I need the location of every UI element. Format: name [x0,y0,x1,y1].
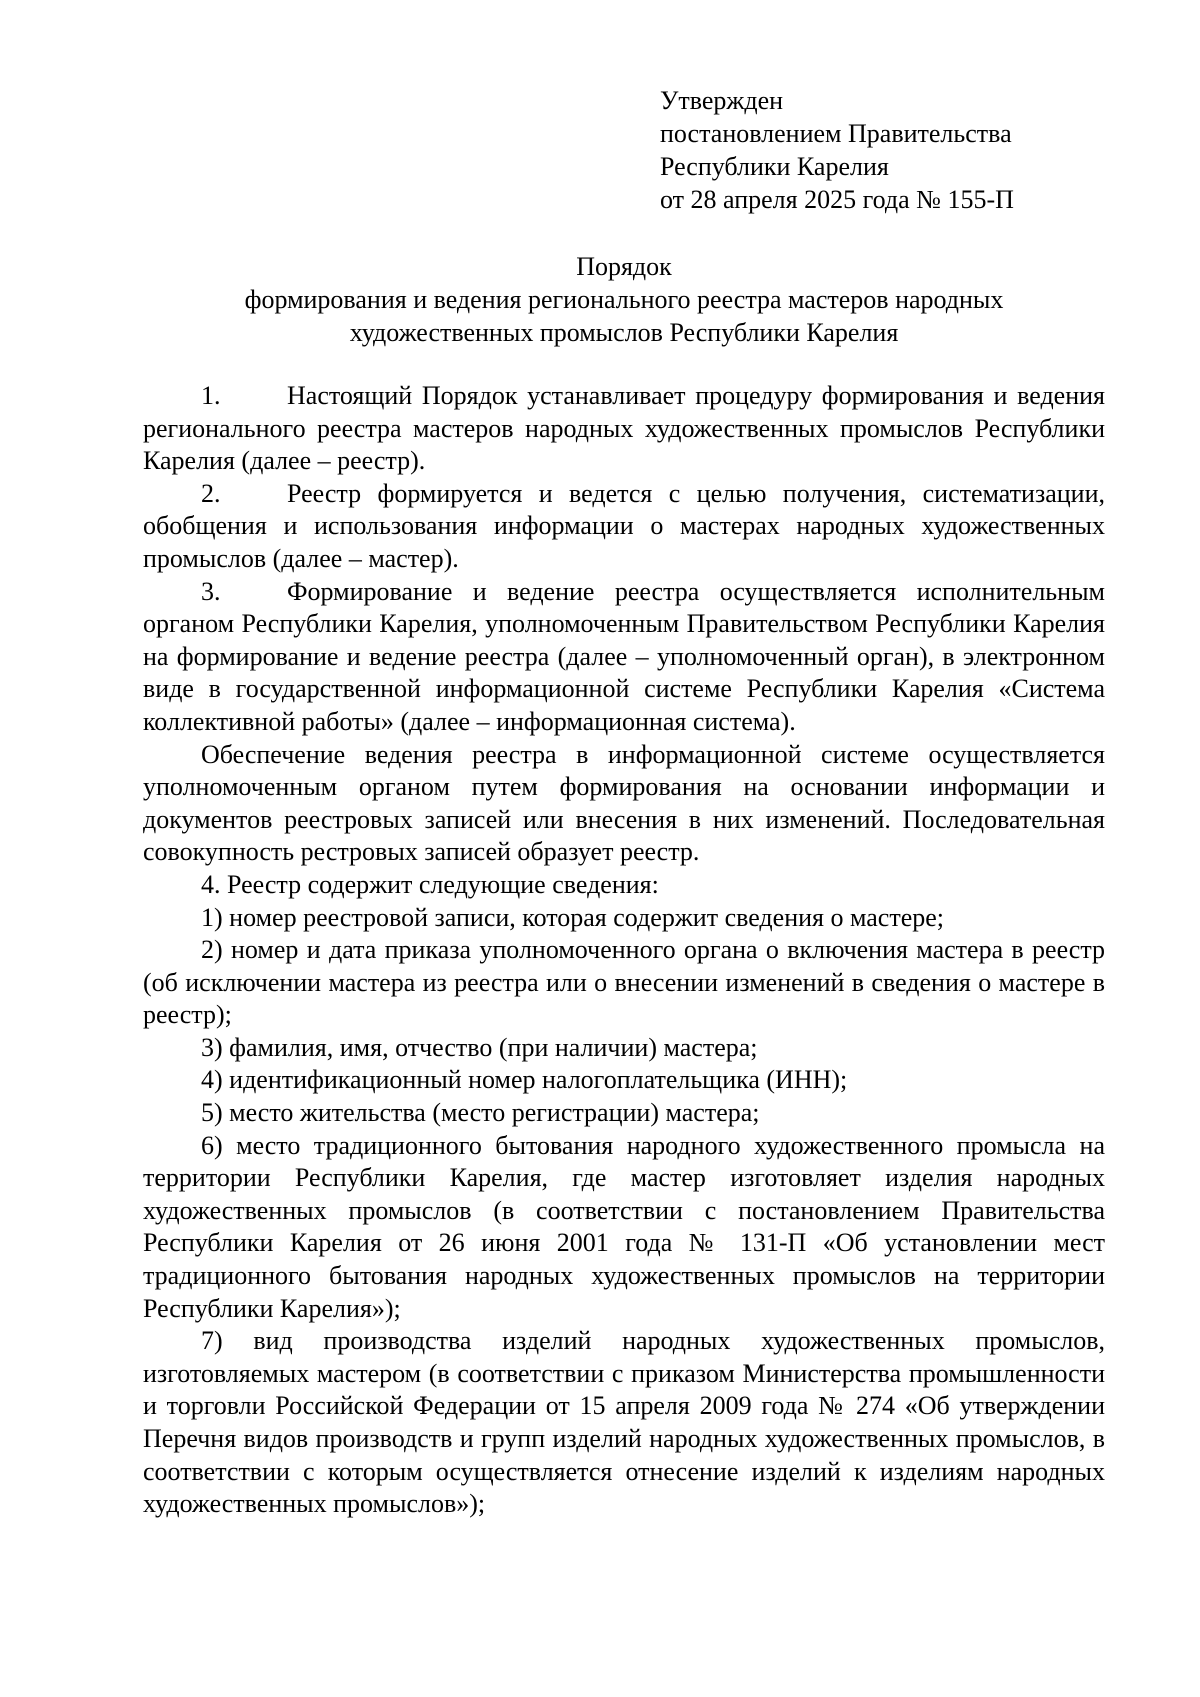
approval-line-1: Утвержден [660,86,784,115]
paragraph-2-text: Реестр формируется и ведется с целью получения, систематизации, обобщения и использования информации о мастерах народных художественных промыслов (далее – мастер). [143,478,1105,573]
paragraph-1-text: Настоящий Порядок устанавливает процедуру формирования и ведения регионального реестра мастеров народных художественных промыслов Республики Карелия (далее – реестр). [143,381,1105,476]
list-item-2: 2) номер и дата приказа уполномоченного органа о включения мастера в реестр (об исключении мастера из реестра или о внесении изменений в сведения о мастере в реестр); [143,935,1105,1030]
document-title [143,250,1105,349]
approval-line-3: Республики Карелия [660,152,889,181]
list-item-4: 4) идентификационный номер налогоплательщика (ИНН); [201,1065,848,1095]
title-line-1: Порядок [576,252,672,281]
document-body [143,380,1105,1521]
approval-block [660,84,1014,216]
list-item-6: 6) место традиционного бытования народного художественного промысла на территории Республики Карелия, где мастер изготовляет изделия народных художественных промыслов (в соответствии с постановлением Правительства Республики Карелия от 26 июня 2001 года № 131-П «Об установлении мест традиционного бытования народных художественных промыслов на территории Республики Карелия»); [143,1130,1105,1323]
list-item-5: 5) место жительства (место регистрации) мастера; [201,1098,760,1128]
paragraph-1 [143,380,1105,478]
paragraph-3b: Обеспечение ведения реестра в информационной системе осуществляется уполномоченным органом путем формирования на основании информации и документов реестровых записей или внесения в них изменений. Последовательная совокупность рестровых записей образует реестр. [143,739,1105,867]
title-line-2: формирования и ведения регионального реестра мастеров народных [244,285,1004,314]
paragraph-3-text: Формирование и ведение реестра осуществляется исполнительным органом Республики Карелия, уполномоченным Правительством Республики Карелия на формирование и ведение реестра (далее – уполномоченный орган), в электронном виде в государственной информационной системе Республики Карелия «Система коллективной работы» (далее – информационная система). [143,576,1105,736]
paragraph-3 [143,576,1105,739]
paragraph-4: 4. Реестр содержит следующие сведения: [201,869,659,899]
title-line-3: художественных промыслов Республики Карелия [349,318,899,347]
approval-line-4: от 28 апреля 2025 года № 155-П [660,185,1014,214]
paragraph-3-number: 3. [201,576,221,606]
list-item-7: 7) вид производства изделий народных художественных промыслов, изготовляемых мастером (в соответствии с приказом Министерства промышленности и торговли Российской Федерации от 15 апреля 2009 года № 274 «Об утверждении Перечня видов производств и групп изделий народных художественных промыслов, в соответствии с которым осуществляется отнесение изделий к изделиям народных художественных промыслов»); [143,1326,1105,1519]
list-item-3: 3) фамилия, имя, отчество (при наличии) мастера; [201,1032,758,1062]
list-item-1: 1) номер реестровой записи, которая содержит сведения о мастере; [201,902,945,932]
paragraph-2-number: 2. [201,478,221,508]
paragraph-2 [143,478,1105,576]
paragraph-1-number: 1. [201,381,221,410]
approval-line-2: постановлением Правительства [660,119,1012,148]
